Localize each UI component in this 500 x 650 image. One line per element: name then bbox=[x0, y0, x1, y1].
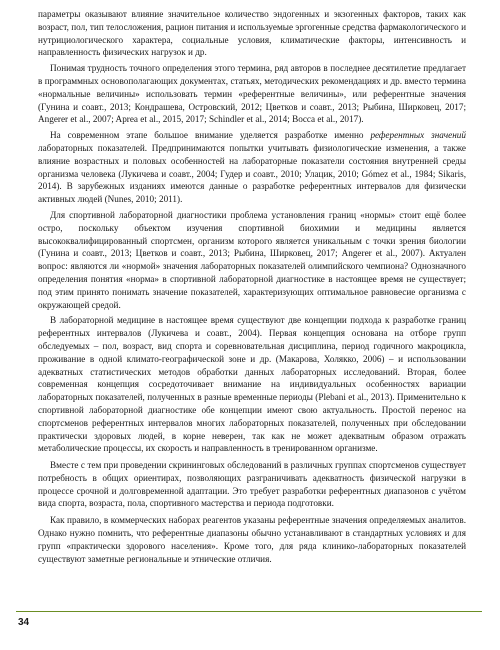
page-number: 34 bbox=[18, 617, 30, 628]
paragraph-1: параметры оказывают влияние значительное количество эндогенных и экзогенных факторов, таких как возраст, пол, тип телосложения, рацион питания и используемые эргогенные средства фармакологического и нутрициологического характера, социальные условия, климатические факторы, интенсивность и направленность физических нагрузок и др. bbox=[38, 9, 466, 58]
paragraph-3 bbox=[38, 129, 466, 206]
paragraph-3-start: На современном этапе большое внимание уделяется разработке именно bbox=[50, 130, 371, 141]
page-body bbox=[38, 8, 466, 608]
paragraph-2: Понимая трудность точного определения этого термина, ряд авторов в последнее десятилетие предлагает в программных основополагающих документах, статьях, методических рекомендациях и др. вместо термина «нормальные величины» использовать термин «референтные величины», или референтные значения (Гунина и соавт., 2013; Кондрашева, Островский, 2012; Цветков и соавт., 2013; Рыбина, Ширковец, 2017; Angerer et al., 2007; Aprea et al., 2015, 2017; Schindler et al., 2014; Bocca et al., 2017). bbox=[38, 63, 466, 125]
paragraph-4: Для спортивной лабораторной диагностики проблема установления границ «нормы» стоит ещё более остро, поскольку объектом изучения спортивной биохимии и медицины является высококвалифицированный спортсмен, организм которого является уникальным с точки зрения биологии (Гунина и соавт., 2013; Цветков и соавт., 2013; Рыбина, Ширковец, 2017; Angerer et al., 2007). Актуален вопрос: являются ли «нормой» значения лабораторных показателей олимпийского чемпиона? Однозначного определения понятия «норма» в спортивной лабораторной диагностике в настоящее время не существует; под этим принято понимать значение показателей, характеризующих оптимальное равновесие организма с окружающей средой. bbox=[38, 209, 466, 310]
footer-rule bbox=[16, 611, 482, 612]
paragraph-5: В лабораторной медицине в настоящее время существуют две концепции подхода к разработке границ референтных интервалов (Лукичева и соавт., 2004). Первая концепция основана на отборе групп обследуемых – пол, возраст, вид спорта и соревновательная дисциплина, период годичного макроцикла, проживание в одной климато-географической зоне и др. (Макарова, Холякко, 2006) – и использовании адекватных статистических методов обработки данных лабораторных исследований. Вторая, более современная концепция сосредоточивает внимание на индивидуальных особенностях вариации лабораторных показателей, полученных в разные временные периоды (Plebani et al., 2013). Применительно к спортивной лабораторной диагностике обе концепции имеют свою актуальность. Простой перенос на спортсменов референтных интервалов многих лабораторных показателей, полученных при обследовании практически здоровых людей, в корне неверен, так как не может адекватным образом отражать метаболические процессы, их скорость и направленность в тренированном организме. bbox=[38, 315, 466, 454]
paragraph-3-emphasis: референтных значений bbox=[370, 130, 466, 141]
paragraph-7: Как правило, в коммерческих наборах реагентов указаны референтные значения определяемых аналитов. Однако нужно помнить, что референтные диапазоны обычно устанавливают в стандартных условиях и для групп «практически здорового населения». Кроме того, для ряда клинико-лабораторных показателей существуют заметные региональные и этнические отличия. bbox=[38, 515, 466, 564]
paragraph-3-end: лабораторных показателей. Предпринимаются попытки учитывать физиологические изменения, а также влияние возрастных и половых особенностей на лабораторные показатели состояния внутренней среды организма человека (Лукичева и соавт., 2004; Гудер и соавт., 2010; Улацик, 2010; Gómez et al., 1984; Sikaris, 2014). В зарубежных изданиях имеются данные о разработке референтных интервалов для физически активных людей (Nunes, 2010; 2011). bbox=[38, 142, 466, 205]
paragraph-6: Вместе с тем при проведении скрининговых обследований в различных группах спортсменов существует потребность в общих ориентирах, позволяющих разграничивать адекватность физической нагрузки в процессе срочной и долговременной адаптации. Это требует разработки референтных диапазонов с учётом вида спорта, возраста, пола, спортивного мастерства и периода подготовки. bbox=[38, 460, 466, 509]
